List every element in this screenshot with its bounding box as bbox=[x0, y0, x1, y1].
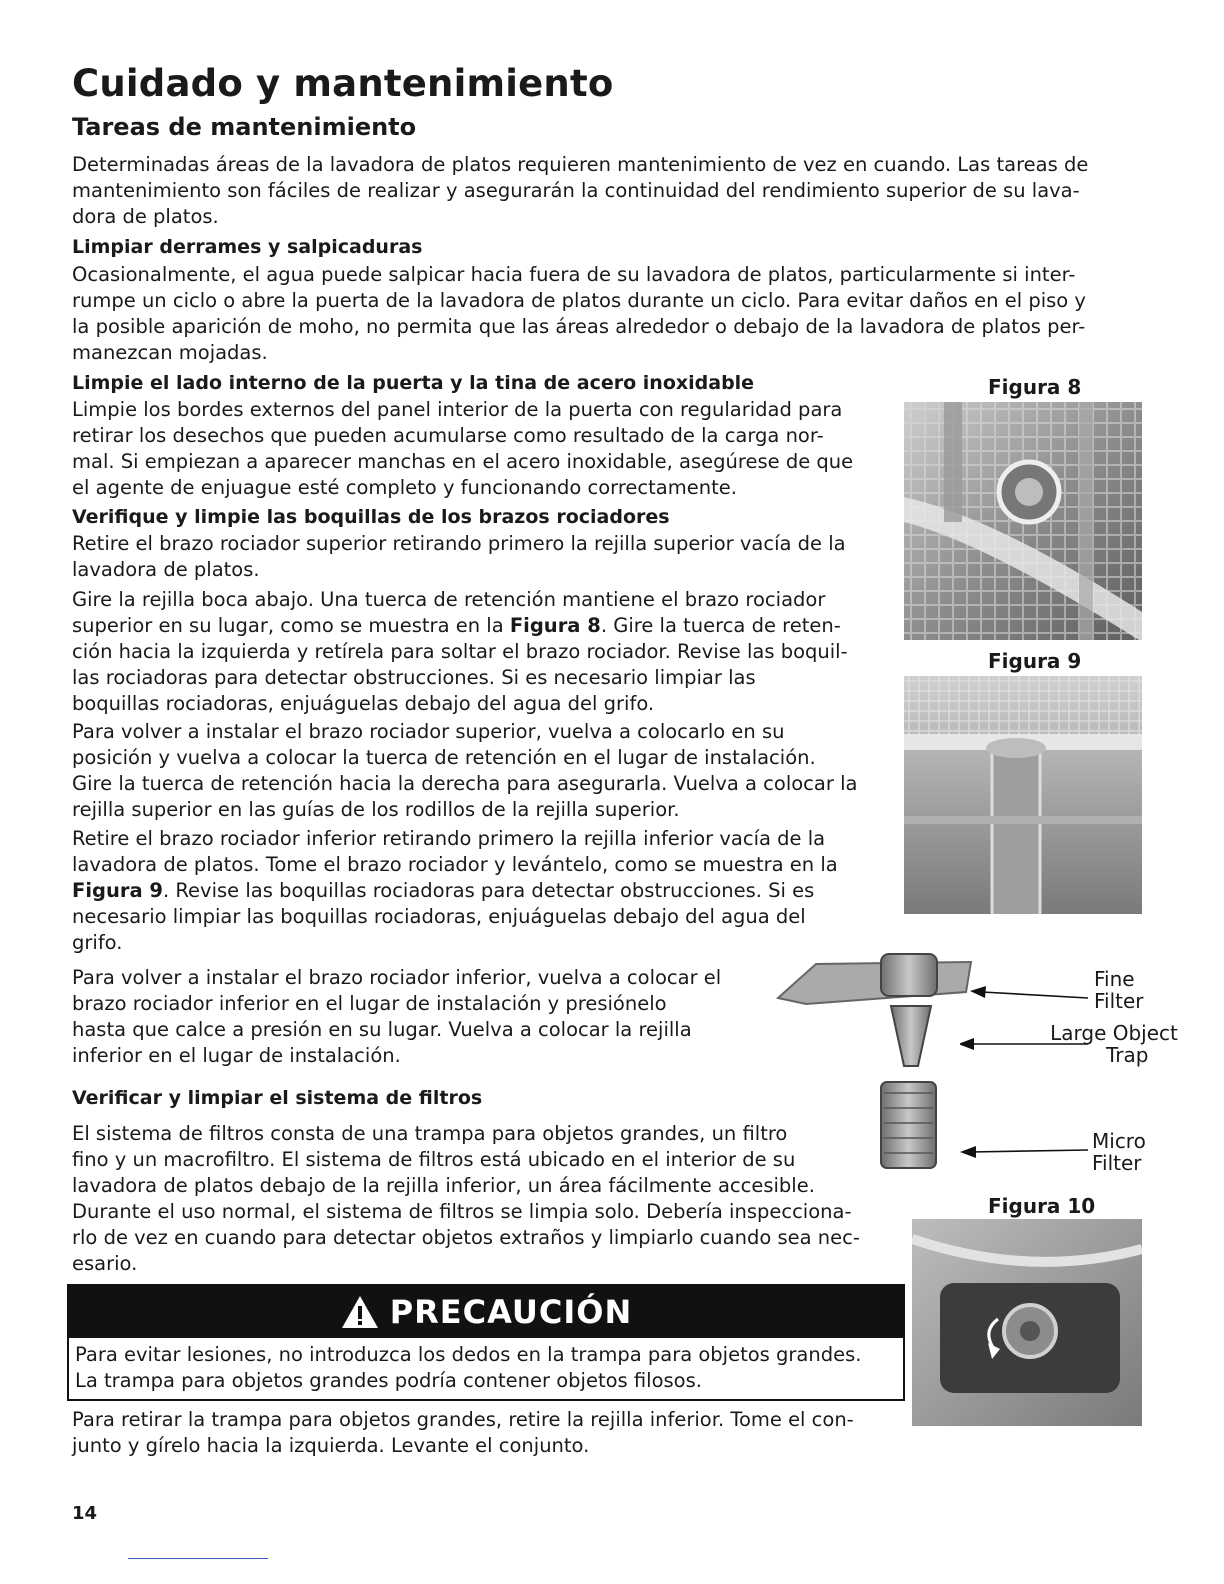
heading-spray-arms: Verifique y limpie las boquillas de los brazos rociadores bbox=[72, 506, 670, 528]
paragraph-spray-arms-5 bbox=[72, 965, 762, 1069]
paragraph-door-tub bbox=[72, 397, 894, 501]
text-line: esario. bbox=[72, 1252, 138, 1275]
text-line: Determinadas áreas de la lavadora de platos requieren mantenimiento de vez en cuando. Las tareas de bbox=[72, 153, 1089, 176]
text-line: mantenimiento son fáciles de realizar y asegurarán la continuidad del rendimiento superior de su lava- bbox=[72, 179, 1080, 202]
text-line: lavadora de platos. bbox=[72, 558, 260, 581]
figure-10-caption: Figura 10 bbox=[988, 1194, 1096, 1218]
figure-8-caption: Figura 8 bbox=[988, 375, 1082, 399]
caution-header bbox=[69, 1286, 903, 1338]
text-line: Durante el uso normal, el sistema de filtros se limpia solo. Debería inspecciona- bbox=[72, 1200, 852, 1223]
callout-fine-filter: Fine Filter bbox=[1094, 967, 1144, 1013]
figure-10-image bbox=[912, 1219, 1142, 1426]
text-line: las rociadoras para detectar obstrucciones. Si es necesario limpiar las bbox=[72, 666, 756, 689]
arrow-head-icon bbox=[960, 1146, 976, 1158]
caution-title: PRECAUCIÓN bbox=[389, 1293, 633, 1331]
text-line: brazo rociador inferior en el lugar de instalación y presiónelo bbox=[72, 992, 667, 1015]
heading-filters: Verificar y limpiar el sistema de filtros bbox=[72, 1087, 483, 1109]
text-line: inferior en el lugar de instalación. bbox=[72, 1044, 401, 1067]
arrow-head-icon bbox=[970, 986, 986, 998]
page-title: Cuidado y mantenimiento bbox=[72, 62, 614, 105]
paragraph-spray-arms-4 bbox=[72, 826, 894, 956]
figure-8-reference: Figura 8 bbox=[509, 614, 601, 637]
caution-box bbox=[67, 1284, 905, 1401]
text-line: grifo. bbox=[72, 931, 123, 954]
heading-door-tub: Limpie el lado interno de la puerta y la tina de acero inoxidable bbox=[72, 372, 755, 394]
text-line: Gire la tuerca de retención hacia la derecha para asegurarla. Vuelva a colocar la bbox=[72, 772, 858, 795]
paragraph-spills bbox=[72, 262, 1144, 366]
paragraph-spray-arms-3 bbox=[72, 719, 894, 823]
text-line: el agente de enjuague esté completo y funcionando correctamente. bbox=[72, 476, 737, 499]
figure-9-caption: Figura 9 bbox=[988, 649, 1082, 673]
text-line: superior en su lugar, como se muestra en la Figura 8. Gire la tuerca de reten- bbox=[72, 614, 841, 637]
arrow-head-icon bbox=[960, 1038, 974, 1050]
figure-8-image bbox=[904, 402, 1142, 640]
text-line: Para evitar lesiones, no introduzca los dedos en la trampa para objetos grandes. bbox=[75, 1343, 862, 1366]
text-line: fino y un macrofiltro. El sistema de filtros está ubicado en el interior de su bbox=[72, 1148, 796, 1171]
paragraph-spray-arms-2 bbox=[72, 587, 894, 717]
text-line: la posible aparición de moho, no permita que las áreas alrededor o debajo de la lavadora de platos per- bbox=[72, 315, 1086, 338]
text-line: necesario limpiar las boquillas rociadoras, enjuáguelas debajo del agua del bbox=[72, 905, 806, 928]
text-line: Figura 9. Revise las boquillas rociadoras para detectar obstrucciones. Si es bbox=[72, 879, 815, 902]
caution-text bbox=[69, 1338, 903, 1394]
intro-paragraph bbox=[72, 152, 1142, 230]
text-line: boquillas rociadoras, enjuáguelas debajo del agua del grifo. bbox=[72, 692, 655, 715]
callout-micro-filter: Micro Filter bbox=[1092, 1129, 1146, 1175]
text-line: El sistema de filtros consta de una trampa para objetos grandes, un filtro bbox=[72, 1122, 788, 1145]
heading-spills: Limpiar derrames y salpicaduras bbox=[72, 236, 423, 258]
figure-9-image bbox=[904, 676, 1142, 914]
text-line: Para volver a instalar el brazo rociador superior, vuelva a colocarlo en su bbox=[72, 720, 785, 743]
text-line: ción hacia la izquierda y retírela para soltar el brazo rociador. Revise las boquil- bbox=[72, 640, 848, 663]
text-line: Retire el brazo rociador superior retirando primero la rejilla superior vacía de la bbox=[72, 532, 846, 555]
text-line: manezcan mojadas. bbox=[72, 341, 268, 364]
text-line: Limpie los bordes externos del panel interior de la puerta con regularidad para bbox=[72, 398, 843, 421]
text-line: junto y gírelo hacia la izquierda. Levante el conjunto. bbox=[72, 1434, 590, 1457]
text-line: Para retirar la trampa para objetos grandes, retire la rejilla inferior. Tome el con- bbox=[72, 1408, 854, 1431]
text-line: rlo de vez en cuando para detectar objetos extraños y limpiarlo cuando sea nec- bbox=[72, 1226, 860, 1249]
text-line: Gire la rejilla boca abajo. Una tuerca de retención mantiene el brazo rociador bbox=[72, 588, 826, 611]
text-line: lavadora de platos debajo de la rejilla inferior, un área fácilmente accesible. bbox=[72, 1174, 815, 1197]
footer-rule bbox=[128, 1558, 268, 1559]
text-line: dora de platos. bbox=[72, 205, 219, 228]
text-line: mal. Si empiezan a aparecer manchas en el acero inoxidable, asegúrese de que bbox=[72, 450, 854, 473]
text-line: lavadora de platos. Tome el brazo rociador y levántelo, como se muestra en la bbox=[72, 853, 838, 876]
text-line: hasta que calce a presión en su lugar. Vuelva a colocar la rejilla bbox=[72, 1018, 692, 1041]
callout-large-object-trap: Large Object Trap bbox=[1050, 1021, 1178, 1067]
text-line: rumpe un ciclo o abre la puerta de la lavadora de platos durante un ciclo. Para evitar daños en el piso y bbox=[72, 289, 1086, 312]
text-line: Retire el brazo rociador inferior retirando primero la rejilla inferior vacía de la bbox=[72, 827, 826, 850]
text-line: Para volver a instalar el brazo rociador inferior, vuelva a colocar el bbox=[72, 966, 722, 989]
text-line: Ocasionalmente, el agua puede salpicar hacia fuera de su lavadora de platos, particularmente si inter- bbox=[72, 263, 1076, 286]
paragraph-spray-arms-1 bbox=[72, 531, 894, 583]
section-title: Tareas de mantenimiento bbox=[72, 113, 417, 141]
paragraph-filters bbox=[72, 1121, 872, 1277]
figure-9-reference: Figura 9 bbox=[72, 879, 163, 902]
page-number: 14 bbox=[72, 1503, 98, 1524]
text-line: La trampa para objetos grandes podría contener objetos filosos. bbox=[75, 1369, 702, 1392]
filter-assembly-image bbox=[776, 948, 976, 1170]
paragraph-remove-trap bbox=[72, 1407, 902, 1459]
warning-triangle-icon bbox=[340, 1294, 380, 1330]
text-line: retirar los desechos que pueden acumularse como resultado de la carga nor- bbox=[72, 424, 824, 447]
text-line: rejilla superior en las guías de los rodillos de la rejilla superior. bbox=[72, 798, 680, 821]
text-line: posición y vuelva a colocar la tuerca de retención en el lugar de instalación. bbox=[72, 746, 816, 769]
